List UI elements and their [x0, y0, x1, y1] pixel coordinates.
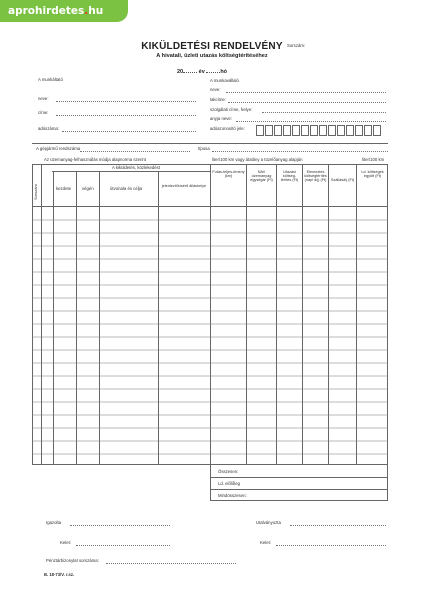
date-right-field[interactable]: [276, 545, 386, 546]
employer-address-field[interactable]: [56, 115, 196, 116]
employer-name-field[interactable]: [56, 101, 196, 102]
col-header-km: Futás-teljes-ítmény (km): [212, 170, 245, 178]
vehicle-type-label: típusa: [198, 146, 210, 151]
date-right-label: Kelet:: [260, 540, 271, 545]
form-subtitle: A hivatali, üzleti utazás költségtérítéséhez: [156, 53, 268, 59]
sum-rule: [210, 477, 388, 478]
employee-residence-label: lakcíme:: [210, 97, 226, 102]
cash-receipt-label: Pénztárbizonylat sorszáma:: [46, 558, 99, 563]
employer-name-label: neve:: [38, 96, 49, 101]
sum-advance-label: Ld. előlőleg: [218, 481, 240, 486]
col-header-total: Ld. költségek együtt (Ft): [361, 170, 384, 178]
cash-receipt-field[interactable]: [106, 563, 236, 564]
vehicle-top-rule: [32, 143, 388, 144]
consumption-unit: liter/100 km: [362, 157, 385, 162]
consumption-label: liter/100 km vagy átalány a tüzelőanyag alapján: [212, 157, 303, 162]
year-label: év: [198, 69, 205, 75]
employee-residence-field[interactable]: [228, 102, 386, 103]
vehicle-plate-field[interactable]: [80, 151, 190, 152]
tax-id-boxes[interactable]: [256, 123, 382, 141]
employee-workplace-label: szolgálati címe, helye:: [210, 107, 253, 112]
employee-mother-field[interactable]: [236, 121, 386, 122]
month-field[interactable]: [206, 67, 220, 73]
date-left-field[interactable]: [76, 545, 170, 546]
employer-tax-field[interactable]: [62, 131, 196, 132]
form-code: B. 18-73/V. r.sz.: [44, 572, 75, 577]
sum-grand-label: Mindösszesen:: [218, 493, 247, 498]
sum-total-label: Összesen:: [218, 469, 239, 474]
sig-left-label: Igazolta: [46, 520, 62, 525]
employee-workplace-field[interactable]: [262, 112, 386, 113]
group-header: A kiküldetés, közlekedést: [112, 165, 161, 170]
vehicle-type-field[interactable]: [212, 151, 388, 152]
serial-col-header: [32, 166, 41, 206]
form-title: KIKÜLDETÉSI RENDELVÉNY: [141, 41, 283, 52]
col-header-route: útvonala és célja: [110, 186, 143, 191]
year-field[interactable]: [183, 67, 197, 73]
sum-rule: [210, 489, 388, 490]
year-prefix: 20: [177, 69, 184, 75]
col-header-meal-cost: Elemeztés költségtérítés (napi díj) (Ft): [304, 170, 327, 182]
col-header-travel-cost: Utazási költség-térítés (Ft): [280, 170, 299, 182]
serial-col-label: Sorszám: [33, 184, 38, 200]
employer-label: A munkáltató: [38, 77, 63, 82]
watermark-dot: .: [84, 5, 89, 17]
site-watermark-badge[interactable]: [0, 0, 128, 22]
table-row-lines: [32, 206, 388, 465]
sig-right-label: Utalványozta: [256, 520, 281, 525]
month-label: hó: [220, 69, 228, 75]
col-header-companion: jelenlevő/kísérő álláshelye: [161, 184, 207, 188]
sig-right-field[interactable]: [290, 525, 386, 526]
date-line: [177, 67, 227, 75]
watermark-tld: hu: [88, 5, 104, 17]
serial-label: Sorszám:: [287, 43, 306, 48]
employee-mother-label: anyja neve:: [210, 116, 232, 121]
fuel-label: Az üzemanyag-felhasználás módja alapnorma szerint: [44, 157, 146, 162]
employee-name-field[interactable]: [226, 92, 386, 93]
col-header-lodging: Szállásdíj (Ft): [330, 178, 355, 182]
watermark-brand: aprohirdetes: [8, 5, 85, 17]
employee-name-label: neve:: [210, 87, 221, 92]
vehicle-plate-label: A gépjármű rendszáma: [36, 146, 81, 151]
employer-tax-label: adószáma:: [38, 126, 60, 131]
col-header-start: kezdete: [56, 186, 72, 191]
employee-taxid-label: adóazonosító jele:: [210, 126, 245, 131]
sig-left-field[interactable]: [70, 525, 170, 526]
employer-address-label: címe:: [38, 110, 49, 115]
col-header-end: végén: [82, 186, 94, 191]
employee-label: A munkavállaló: [210, 78, 239, 83]
date-left-label: Kelet:: [60, 540, 71, 545]
col-header-fuel-price: NAV üzemanyag egységár (Ft): [250, 170, 273, 182]
